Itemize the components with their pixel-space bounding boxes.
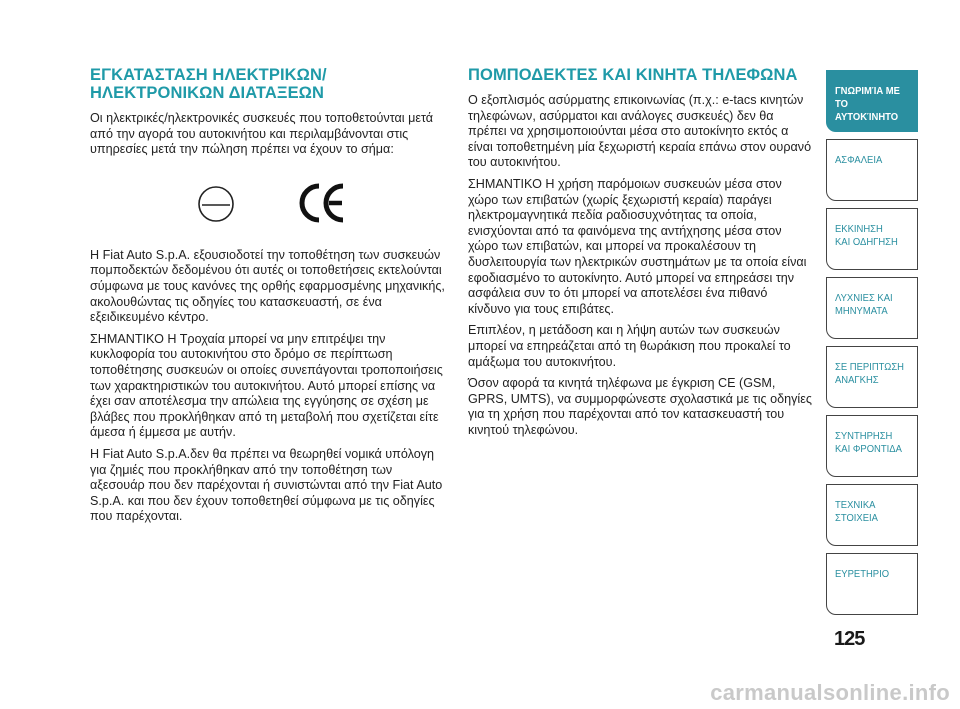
tab-safety[interactable]: ΑΣΦΑΛΕΙΑ bbox=[826, 139, 918, 201]
ce-phones-paragraph: Όσον αφορά τα κινητά τηλέφωνα με έγκριση CE (GSM, GPRS, UMTS), να συμμορφώνεστε σχολαστικά με τις οδηγίες για τη χρήση που παρέχονται από τον κατασκευαστή του κινητού τηλεφώνου. bbox=[468, 376, 812, 437]
wireless-equipment-paragraph: Ο εξοπλισμός ασύρματης επικοινωνίας (π.χ.: e-tacs κινητών τηλεφώνων, ασύρματοι και ανάλογες συσκευές) δεν θα πρέπει να χρησιμοποιούνται μέσα στο αυτοκίνητο εκτός α είναι τοποθετημένη μία ξεχωριστή κεραία επάνω στον ουρανό του αυτοκινήτου. bbox=[468, 93, 812, 170]
shielding-paragraph: Επιπλέον, η μετάδοση και η λήψη αυτών των συσκευών μπορεί να επηρεάζεται από τη θωράκιση που προκαλεί το αμάξωμα του αυτοκινήτου. bbox=[468, 323, 791, 369]
ce-mark-icon bbox=[297, 178, 347, 228]
liability-paragraph: Η Fiat Auto S.p.A.δεν θα πρέπει να θεωρηθεί νομικά υπόλογη για ζημιές που προκλήθηκαν από την τοποθέτηση των αξεσουάρ που δεν παρέχονται ή συνιστώνται από την Fiat Auto S.p.A. και που δεν έχουν τοποθετηθεί σύμφωνα με τις οδηγίες που παρέχονται. bbox=[90, 446, 443, 524]
certification-symbols bbox=[90, 172, 450, 242]
page-number: 125 bbox=[834, 628, 865, 650]
tab-maintenance[interactable]: ΣΥΝΤΗΡΗΣΗ ΚΑΙ ΦΡΟΝΤΙΔΑ bbox=[826, 415, 918, 477]
e-mark-icon bbox=[196, 184, 236, 224]
left-column bbox=[90, 66, 450, 531]
important-emf-paragraph: ΣΗΜΑΝΤΙΚΟ Η χρήση παρόμοιων συσκευών μέσα στον χώρο των επιβατών (χωρίς ξεχωριστή κεραία) παράγει ηλεκτρομαγνητικά πεδία ραδιοσυχνότητας τα οποία, ενισχύονται από τα φαινόμενα της αντήχησης μέσα στον χώρο των επιβατών, και μπορεί να προκαλέσουν τη δυσλειτουργία των ηλεκτρικών συστημάτων με τα οποία είναι εφοδιασμένο το αυτοκίνητο. Αυτό μπορεί να επηρεάσει την ασφάλεια συν το ότι μπορεί να αποτελέσει ένα πιθανό κίνδυνο για τους επιβάτες. bbox=[468, 176, 807, 316]
watermark: carmanualsonline.info bbox=[515, 676, 960, 709]
tab-warning-lights[interactable]: ΛΥΧΝΙΕΣ ΚΑΙ ΜΗΝΥΜΑΤΑ bbox=[826, 277, 918, 339]
right-column bbox=[468, 66, 813, 444]
installation-heading: ΕΓΚΑΤΑΣΤΑΣΗ ΗΛΕΚΤΡΙΚΩΝ/ΗΛΕΚΤΡΟΝΙΚΩΝ ΔΙΑΤΑΞΕΩΝ bbox=[90, 66, 327, 102]
authorization-paragraph: Η Fiat Auto S.p.A. εξουσιοδοτεί την τοποθέτηση των συσκευών πομποδεκτών δεδομένου ότι αυτές οι τοποθετήσεις εκτελούνται σύμφωνα με τους κανόνες της ορθής εφαρμοσμένης μηχανικής, ακολουθώντας τις οδηγίες του κατασκευαστή, σε ένα εξειδικευμένο κέντρο. bbox=[90, 247, 445, 325]
tab-getting-to-know-car[interactable]: ΓΝΩΡΙΜΊΑ ΜΕ ΤΟ ΑΥΤΟΚΊΝΗΤΟ bbox=[826, 70, 918, 132]
important-traffic-paragraph: ΣΗΜΑΝΤΙΚΟ Η Τροχαία μπορεί να μην επιτρέψει την κυκλοφορία του αυτοκινήτου στο δρόμο σε περίπτωση τοποθέτησης συσκευών οι οποίες συνεπάγονται τροποποιήσεις των χαρακτηριστικών του αυτοκινήτου. Αυτό μπορεί επίσης να έχει σαν αποτέλεσμα την απώλεια της εγγύησης σε σχέση με βλάβες που προκλήθηκαν από τη μεταβολή που σχετίζεται είτε άμεσα ή έμμεσα με αυτήν. bbox=[90, 331, 443, 440]
tab-emergency[interactable]: ΣΕ ΠΕΡΙΠΤΩΣΗ ΑΝΑΓΚΗΣ bbox=[826, 346, 918, 408]
tab-starting-driving[interactable]: ΕΚΚΙΝΗΣΗ ΚΑΙ ΟΔΗΓΗΣΗ bbox=[826, 208, 918, 270]
tab-index[interactable]: ΕΥΡΕΤΗΡΙΟ bbox=[826, 553, 918, 615]
installation-intro: Οι ηλεκτρικές/ηλεκτρονικές συσκευές που τοποθετούνται μετά από την αγορά του αυτοκινήτου και περιλαμβάνονται στις υπηρεσίες μετά την πώληση πρέπει να έχουν το σήμα: bbox=[90, 111, 434, 157]
section-tabs bbox=[826, 70, 918, 622]
tab-technical-data[interactable]: ΤΕΧΝΙΚΑ ΣΤΟΙΧΕΙΑ bbox=[826, 484, 918, 546]
transceivers-heading: ΠΟΜΠΟΔΕΚΤΕΣ ΚΑΙ ΚΙΝΗΤΑ ΤΗΛΕΦΩΝΑ bbox=[468, 66, 798, 84]
